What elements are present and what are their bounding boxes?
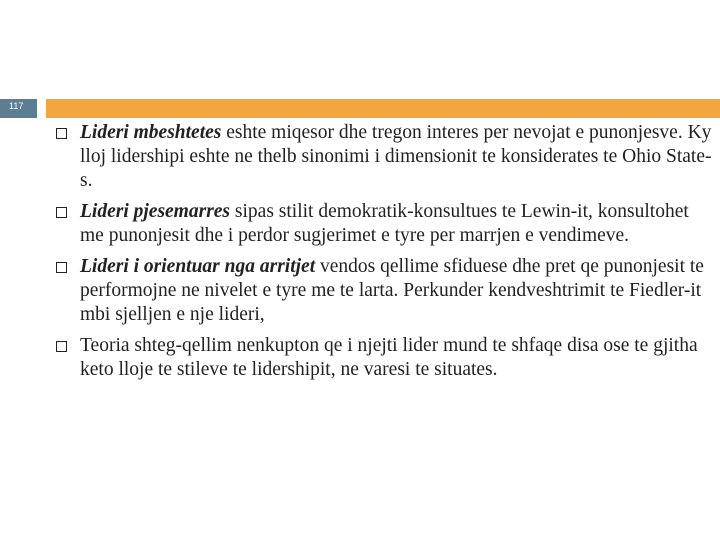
slide-number: 117 bbox=[9, 101, 24, 111]
bullet-item-path-goal-theory bbox=[52, 334, 712, 382]
square-bullet-icon bbox=[56, 207, 67, 218]
slide-number-bar bbox=[0, 99, 37, 118]
bullet-item-participative-leader bbox=[52, 200, 712, 248]
bullet-text: vendos qellime sfiduese dhe pret qe punonjesit te performojne ne nivelet e tyre me te larta. Perkunder kendveshtrimit te Fiedler-it mbi sjelljen e nje lideri, bbox=[80, 256, 704, 325]
bullet-item-achievement-leader bbox=[52, 255, 712, 327]
bullet-text: Teoria shteg-qellim nenkupton qe i njejti lider mund te shfaqe disa ose te gjitha keto lloje te stileve te lidershipit, ne varesi te situates. bbox=[80, 335, 698, 380]
bullet-list bbox=[52, 121, 712, 389]
bullet-item-supportive-leader bbox=[52, 121, 712, 193]
square-bullet-icon bbox=[56, 128, 67, 139]
square-bullet-icon bbox=[56, 341, 67, 352]
header-accent-bar bbox=[46, 99, 720, 118]
bullet-term: Lideri i orientuar nga arritjet bbox=[80, 256, 316, 277]
bullet-text: sipas stilit demokratik-konsultues te Lewin-it, konsultohet me punonjesit dhe i perdor sugjerimet e tyre per marrjen e vendimeve. bbox=[80, 201, 689, 246]
bullet-text: eshte miqesor dhe tregon interes per nevojat e punonjesve. Ky lloj lidershipi eshte ne thelb sinonimi i dimensionit te konsiderates te Ohio State-s. bbox=[80, 122, 712, 191]
square-bullet-icon bbox=[56, 262, 67, 273]
bullet-term: Lideri pjesemarres bbox=[80, 201, 231, 222]
bullet-term: Lideri mbeshtetes bbox=[80, 122, 222, 143]
